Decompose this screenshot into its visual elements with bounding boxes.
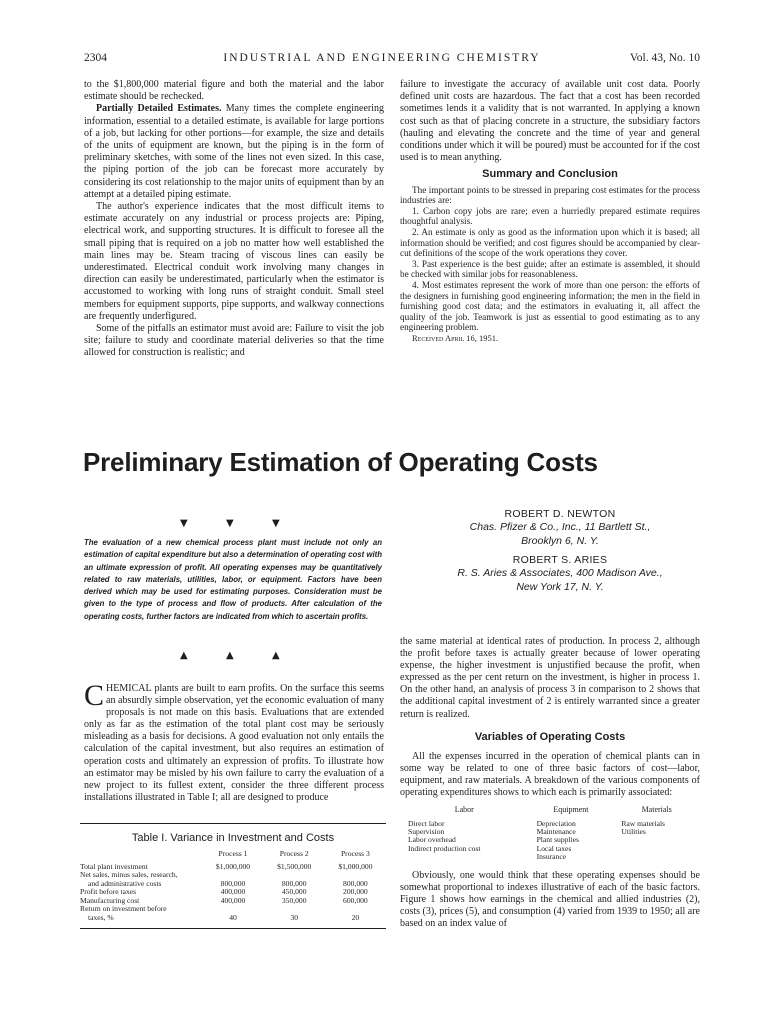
table-cell: 800,000 [343, 878, 368, 888]
list-item: Supervision [408, 826, 445, 836]
triangle-down-icon: ▼ [180, 518, 188, 529]
table-row-label [80, 905, 202, 922]
article-right-column [400, 636, 700, 930]
triangle-up-icon: ▲ [226, 650, 234, 661]
table-cell: 30 [290, 912, 298, 922]
paragraph: Some of the pitfalls an estimator must avoid are: Failure to visit the job site; failure to study and coordinate material deliveries so that the time allowed for construction is realistic; and [84, 323, 384, 359]
paragraph [84, 679, 384, 804]
table-header: Process 3 [340, 849, 370, 858]
abstract: The evaluation of a new chemical process plant must include not only an estimation of capital expenditure but also a determination of operating cost with an ultimate expression of profit. All operating expenses may be quantitatively related to raw materials, utilities, labor, or equipment. Factors have been derived which may be used for estimating purposes. Consideration must be given to the type of process and flow of products. After calculation of the operating costs, further factors are indicated from which to ascertain profits. [84, 538, 382, 621]
running-header [64, 50, 700, 68]
paragraph: Obviously, one would think that these operating expenses should be somewhat proportional to indexes illustrative of each of the basic factors. Figure 1 shows how earnings in the chemical and allied industries (2), costs (3), prices (5), and consumption (4) varied from 1939 to 1950; all are based on an index value of [400, 869, 700, 929]
table-cell: 400,000 [220, 895, 246, 905]
triangle-down-icon: ▼ [226, 518, 234, 529]
author-affiliation: R. S. Aries & Associates, 400 Madison Ave., [457, 567, 663, 579]
triangle-down-icon: ▼ [272, 518, 280, 529]
paragraph: to the $1,800,000 material figure and both the material and the labor estimate should be rechecked. [84, 79, 384, 103]
page-number: 2304 [84, 52, 107, 64]
runin-heading: Partially Detailed Estimates. [96, 103, 222, 115]
table-row-label: Total plant investment [80, 861, 148, 871]
table-row [400, 820, 700, 862]
table-header: Labor [454, 805, 474, 815]
section-heading: Variables of Operating Costs [474, 730, 626, 743]
table-header: Process 2 [279, 849, 309, 858]
table-cell: 350,000 [281, 895, 307, 905]
table-cell: 600,000 [343, 895, 368, 905]
list-item: Raw materials [621, 818, 666, 828]
author-name: ROBERT S. ARIES [512, 554, 608, 566]
list-item: 1. Carbon copy jobs are rare; even a hurriedly prepared estimate requires thoughtful analysis. [400, 205, 700, 227]
data-table [80, 850, 386, 922]
table-cell: $1,000,000 [215, 861, 251, 871]
table-header-row [80, 850, 386, 863]
summary-list [400, 185, 700, 344]
table-cell: 450,000 [281, 887, 307, 896]
author-affiliation: Brooklyn 6, N. Y. [521, 535, 599, 547]
expense-breakdown-table [400, 805, 700, 861]
table-1 [80, 823, 386, 929]
table-row [80, 871, 386, 888]
table-cell: $1,000,000 [338, 861, 373, 871]
triangle-up-icon: ▲ [180, 650, 188, 661]
list-item: 4. Most estimates represent the work of more than one person: the efforts of the designers in furnishing good engineering information; the men in the field in furnishing good cost data; and the estimators in evaluating it, all affect the quality of the job. Teamwork is just as essential to good estimating as to any engineering problem. [400, 279, 700, 333]
drop-cap: C [84, 679, 105, 712]
list-item: Depreciation [536, 818, 576, 828]
table-cell: 400,000 [220, 887, 246, 896]
list-item: Utilities [621, 826, 646, 836]
section-heading: Summary and Conclusion [482, 168, 618, 181]
table-cell: 800,000 [281, 878, 307, 888]
list-item: Local taxes [536, 843, 572, 853]
journal-title: INDUSTRIAL AND ENGINEERING CHEMISTRY [223, 52, 541, 64]
author-affiliation: Chas. Pfizer & Co., Inc., 11 Bartlett St., [469, 521, 651, 533]
table-cell: 20 [351, 912, 360, 922]
label-line: Return on investment before [80, 904, 167, 913]
article-title: Preliminary Estimation of Operating Costs [83, 447, 598, 477]
label-line: Net sales, minus sales, research, [80, 870, 178, 879]
table-row-label [80, 871, 202, 888]
table-row-label: Manufacturing cost [80, 895, 140, 905]
paragraph: The important points to be stressed in preparing cost estimates for the process industries are: [400, 184, 700, 206]
paragraph-text: plants are built to earn profits. On the surface this seems an absurdly simple observation, yet the economic evaluation of many proposals is not made on this basis. Evaluations that are extended only as far as the estimation of the total plant cost may be seriously misleading as a basis for decisions. A good evaluation not only entails the calculation of the capital investment, but also requires an estimation of operation costs and ultimately an expression of profits. To illustrate how an estimator may be misled by his own failure to carry the evaluation of a new project to its fullest extent, consider the three different process installations illustrated in Table I; all are designed to produce [84, 683, 384, 803]
list-item: Indirect production cost [408, 843, 481, 853]
paragraph-text: Many times the complete engineering information, essential to a detailed estimate, is available for large portions of a job, but lacking for other portions—for example, the size and details of the units of equipment are known, but the piping is in the form of preliminary sketches, with some of the lines not even sized. In this case, the piping portion of the job can be forecast more accurately by considering its cost relationship to the major units of equipment than by an attempt at a detailed piping estimate. [84, 103, 384, 200]
table-header: Equipment [553, 805, 589, 815]
paragraph: failure to investigate the accuracy of available unit cost data. Poorly defined unit costs are hazardous. The fact that a cost has been recorded sometimes lends it a validity that is not warranted. In applying a known cost such as that of placing concrete in a structure, the subsidiary factors (hauling and elevating the concrete and the time of year and general conditions under which it will be poured) must be accounted for if the cost used is to mean anything. [400, 79, 700, 164]
materials-list [613, 820, 700, 862]
labor-list [400, 820, 529, 862]
table-cell: 40 [229, 912, 237, 922]
paragraph: the same material at identical rates of production. In process 2, although the profit before taxes is actually greater because of lower operating expense, the higher investment is unjustified because the profit, when expressed as the per cent return on the investment, is higher in process 1. On the other hand, an analysis of process 3 in comparison to 2 shows that the additional capital investment of 2 is entirely warranted since a greater return is realized. [400, 636, 700, 720]
paragraph: All the expenses incurred in the operation of chemical plants can in some way be related to one of three basic factors of cost—labor, equipment, and raw materials. A breakdown of the various components of operating expenditures shows to which each is primarily associated: [400, 750, 700, 799]
author-list [420, 508, 700, 600]
list-item: 2. An estimate is only as good as the information upon which it is based; all information should be verified; and cost figures should be accompanied by clear-cut definitions of the scope of the work operations they cover. [400, 227, 700, 259]
list-item: Direct labor [408, 818, 445, 828]
table-row-label: Profit before taxes [80, 887, 137, 896]
list-item: Insurance [536, 852, 567, 862]
label-line: taxes, % [88, 912, 114, 922]
table-row [80, 905, 386, 922]
table-header-blank [80, 850, 202, 863]
table-top-rule [80, 823, 386, 824]
volume-issue: Vol. 43, No. 10 [629, 52, 700, 64]
label-line: and administrative costs [88, 878, 162, 888]
table-header: Materials [641, 805, 672, 815]
table-cell: 800,000 [220, 878, 246, 888]
author-affiliation: New York 17, N. Y. [516, 581, 604, 593]
table-bottom-rule [80, 928, 386, 929]
received-date: Received April 16, 1951. [412, 332, 499, 343]
paragraph: The author's experience indicates that the most difficult items to estimate accurately on any industrial or process projects are: Piping, electrical work, and supporting structures. It is difficult to foresee all the small piping that is required on a job no matter how well established the main lines may be. Steam tracing of viscous lines can easily be underestimated. Electrical conduit work involving many changes in direction can easily be underestimated, particularly when the estimator is accustomed to working with long runs of straight conduit. Small steel members for equipment supports, pipe supports, and walkway connections are frequently underfigured. [84, 201, 384, 322]
smallcaps-lead: HEMICAL [106, 683, 152, 694]
author-name: ROBERT D. NEWTON [504, 508, 616, 520]
equipment-list [529, 820, 614, 862]
article-intro [84, 679, 384, 804]
prev-article-left-column [84, 79, 384, 360]
triangle-up-icon: ▲ [272, 650, 280, 661]
table-cell: $1,500,000 [277, 861, 312, 871]
table-cell: 200,000 [343, 887, 368, 896]
prev-article-right-column [400, 79, 700, 344]
table-header: Process 1 [218, 849, 248, 858]
list-item: Labor overhead [408, 835, 456, 845]
list-item: Plant supplies [536, 835, 579, 845]
table-header-row [400, 805, 700, 819]
list-item: Maintenance [536, 826, 576, 836]
table-title: Table I. Variance in Investment and Costs [131, 832, 335, 844]
paragraph [84, 103, 384, 201]
list-item: 3. Past experience is the best guide; after an estimate is assembled, it should be checked with similar jobs for reasonableness. [400, 258, 700, 280]
author-block [420, 554, 700, 594]
author-block [420, 508, 700, 548]
